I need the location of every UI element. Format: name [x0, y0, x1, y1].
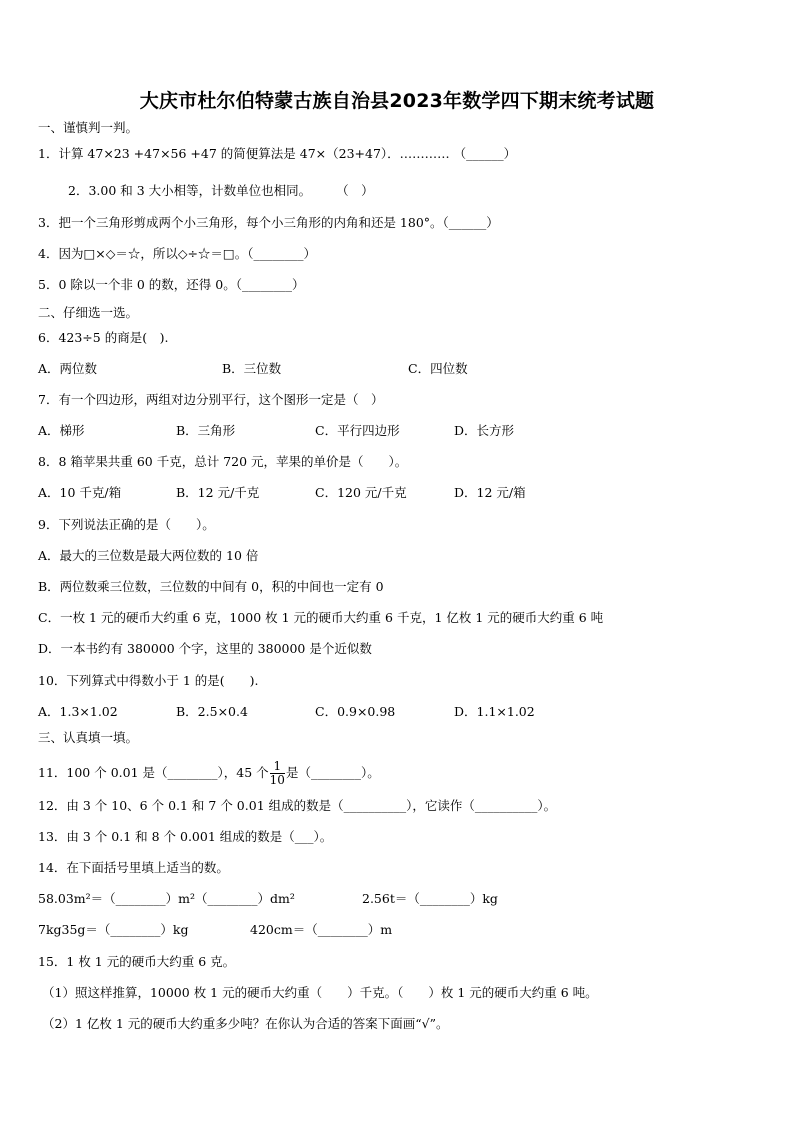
fraction-denominator: 10: [269, 773, 285, 787]
q10-option-c: C．0.9×0.98: [315, 704, 396, 719]
question-4: 4．因为□×◇＝☆，所以◇÷☆＝□。（________）: [38, 246, 316, 261]
fraction-one-tenth: [270, 760, 285, 787]
question-3: 3．把一个三角形剪成两个小三角形，每个小三角形的内角和还是 180°。（______）: [38, 215, 499, 230]
q10-option-d: D．1.1×1.02: [454, 704, 535, 719]
q9-option-d: D．一本书约有 380000 个字，这里的 380000 是个近似数: [38, 641, 372, 656]
q6-option-a: A．两位数: [38, 361, 98, 376]
q15-sub-2: （2）1 亿枚 1 元的硬币大约重多少吨？在你认为合适的答案下面画“√”。: [42, 1016, 449, 1031]
q6-option-b: B．三位数: [222, 361, 282, 376]
section-heading-1: 一、谨慎判一判。: [38, 120, 139, 135]
question-2: 2．3.00 和 3 大小相等，计数单位也相同。 （ ）: [68, 183, 374, 198]
q7-option-b: B．三角形: [176, 423, 236, 438]
fraction-numerator: 1: [270, 760, 285, 774]
q14-item-a: 58.03m²＝（________）m²（________）dm²: [38, 891, 295, 906]
q10-option-a: A．1.3×1.02: [38, 704, 118, 719]
q11-part2: 是（________）。: [285, 765, 380, 780]
question-11: [38, 760, 380, 787]
q7-option-d: D．长方形: [454, 423, 515, 438]
q8-option-d: D．12 元/箱: [454, 485, 526, 500]
question-12: 12．由 3 个 10、6 个 0.1 和 7 个 0.01 组成的数是（__________），它读作（__________）。: [38, 798, 557, 813]
q11-part1: 11．100 个 0.01 是（________），45 个: [38, 765, 269, 780]
q14-item-b: 2.56t＝（________）kg: [362, 891, 498, 906]
question-13: 13．由 3 个 0.1 和 8 个 0.001 组成的数是（___）。: [38, 829, 333, 844]
section-heading-3: 三、认真填一填。: [38, 730, 139, 745]
page-title: 大庆市杜尔伯特蒙古族自治县2023年数学四下期末统考试题: [139, 90, 655, 112]
question-8-stem: 8．8 箱苹果共重 60 千克，总计 720 元，苹果的单价是（ ）。: [38, 454, 408, 469]
q7-option-a: A．梯形: [38, 423, 85, 438]
question-15-stem: 15．1 枚 1 元的硬币大约重 6 克。: [38, 954, 236, 969]
section-heading-2: 二、仔细选一选。: [38, 305, 139, 320]
question-9-stem: 9．下列说法正确的是（ ）。: [38, 517, 215, 532]
question-1: 1．计算 47×23 +47×56 +47 的简便算法是 47×（23+47）．………… （______）: [38, 146, 517, 161]
q9-option-a: A．最大的三位数是最大两位数的 10 倍: [38, 548, 259, 563]
q14-item-d: 420cm＝（________）m: [250, 922, 393, 937]
q14-item-c: 7kg35g＝（________）kg: [38, 922, 189, 937]
q9-option-c: C．一枚 1 元的硬币大约重 6 克，1000 枚 1 元的硬币大约重 6 千克，1 亿枚 1 元的硬币大约重 6 吨: [38, 610, 604, 625]
q8-option-c: C．120 元/千克: [315, 485, 407, 500]
question-10-stem: 10．下列算式中得数小于 1 的是( ).: [38, 673, 259, 688]
question-6-stem: 6．423÷5 的商是( ).: [38, 330, 169, 345]
q9-option-b: B．两位数乘三位数，三位数的中间有 0，积的中间也一定有 0: [38, 579, 384, 594]
q8-option-a: A．10 千克/箱: [38, 485, 122, 500]
question-5: 5．0 除以一个非 0 的数，还得 0。（________）: [38, 277, 305, 292]
q10-option-b: B．2.5×0.4: [176, 704, 248, 719]
q7-option-c: C．平行四边形: [315, 423, 400, 438]
q6-option-c: C．四位数: [408, 361, 468, 376]
question-7-stem: 7．有一个四边形，两组对边分别平行，这个图形一定是（ ）: [38, 392, 384, 407]
question-14-stem: 14．在下面括号里填上适当的数。: [38, 860, 229, 875]
q8-option-b: B．12 元/千克: [176, 485, 260, 500]
q15-sub-1: （1）照这样推算，10000 枚 1 元的硬币大约重（ ）千克。（ ）枚 1 元的硬币大约重 6 吨。: [42, 985, 598, 1000]
